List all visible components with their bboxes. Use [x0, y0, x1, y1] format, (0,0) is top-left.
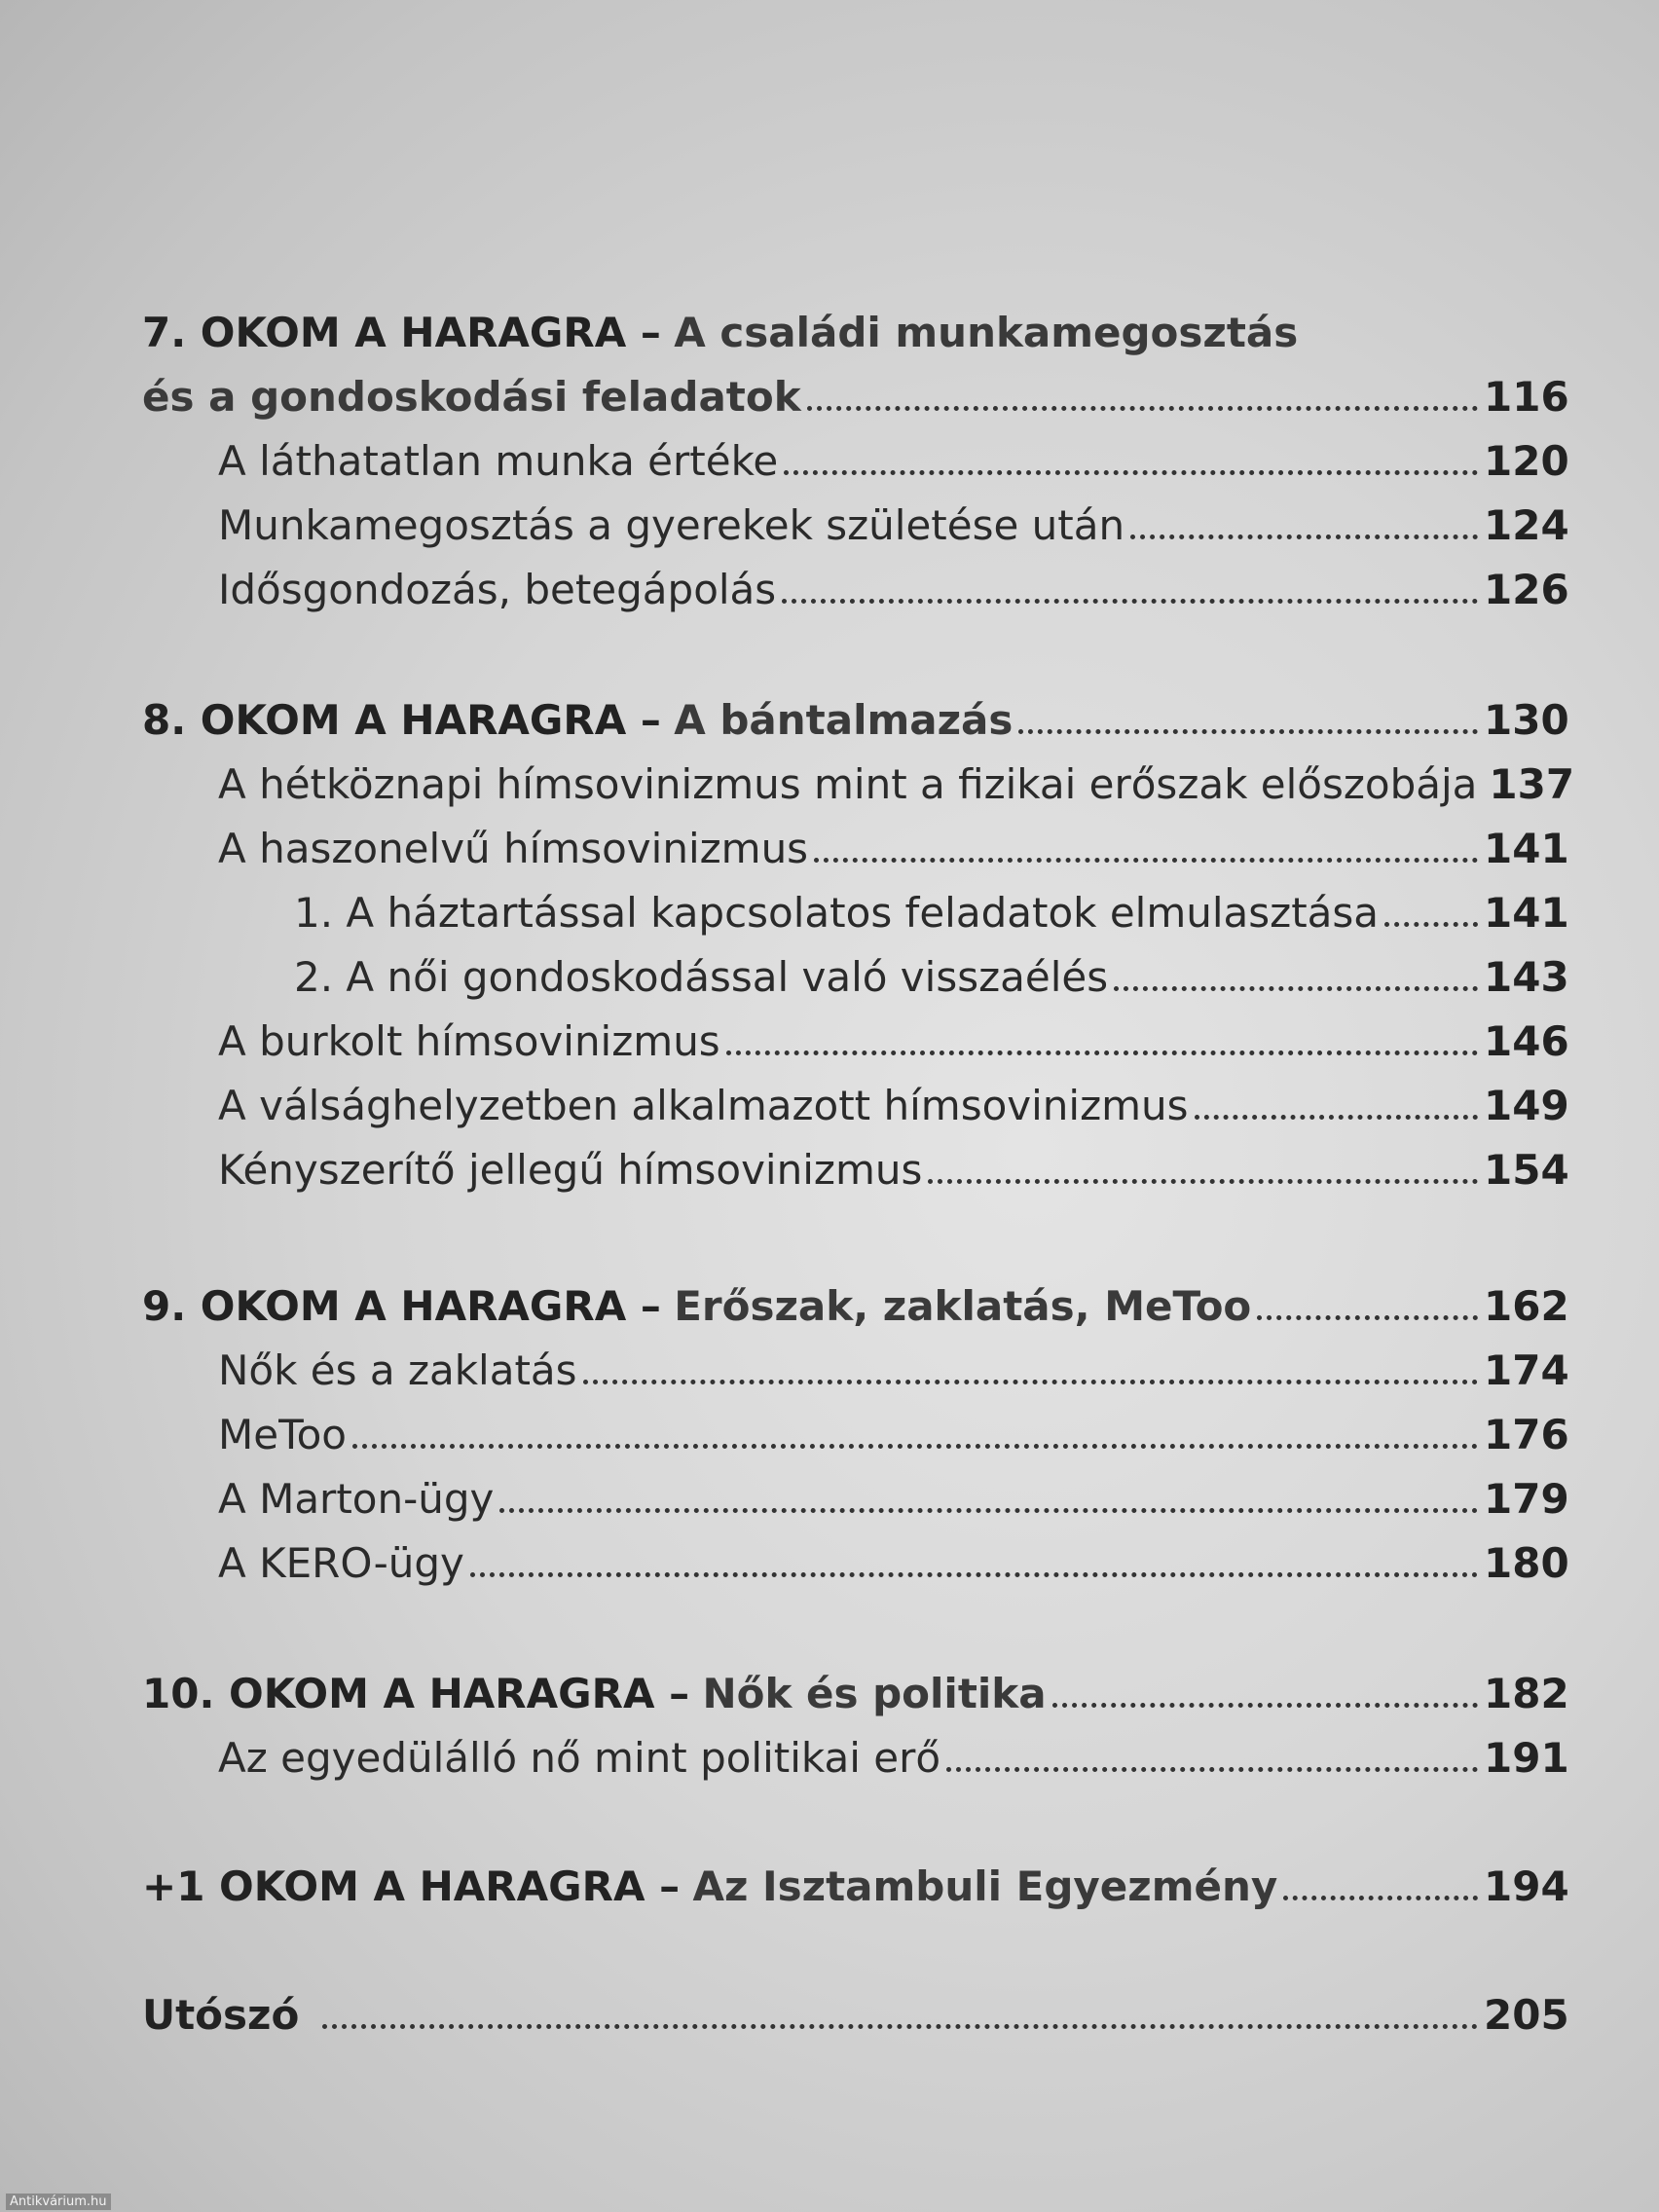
section-title: A válsághelyzetben alkalmazott hímsovinizmus: [218, 1082, 1189, 1129]
page-number: 143: [1484, 953, 1569, 1001]
subsection-title: 1. A háztartással kapcsolatos feladatok elmulasztása: [294, 889, 1380, 937]
page-number: 137: [1489, 760, 1575, 808]
chapter-title-continued: és a gondoskodási feladatok: [142, 373, 801, 421]
toc-entry: [0, 1530, 1659, 1589]
chapter-number-label: +1 OKOM A HARAGRA –: [142, 1862, 681, 1910]
page-number: 176: [1484, 1411, 1569, 1458]
dot-leader: [946, 1767, 1478, 1772]
page-number: 149: [1484, 1082, 1569, 1129]
toc-entry: [0, 1073, 1659, 1131]
toc-entry: [0, 944, 1659, 1003]
watermark-label: Antikvárium.hu: [6, 2194, 111, 2210]
page-number: 120: [1484, 437, 1569, 485]
section-title: A láthatatlan munka értéke: [218, 437, 779, 485]
dot-leader: [1114, 986, 1478, 991]
dot-leader: [1384, 922, 1478, 927]
toc-chapter-10-heading: [0, 1661, 1659, 1719]
toc-entry: [0, 428, 1659, 487]
toc-afterword: [0, 1982, 1659, 2041]
page-number: 154: [1484, 1146, 1569, 1194]
toc-entry: [0, 1466, 1659, 1525]
chapter-number-label: 10. OKOM A HARAGRA –: [142, 1670, 690, 1717]
page-number: 182: [1484, 1670, 1569, 1717]
page-number: 180: [1484, 1539, 1569, 1587]
dot-leader: [352, 1444, 1478, 1449]
chapter-title: Erőszak, zaklatás, MeToo: [674, 1282, 1252, 1330]
toc-entry: [0, 1137, 1659, 1196]
page-number: 124: [1484, 501, 1569, 549]
section-title: A haszonelvű hímsovinizmus: [218, 825, 809, 872]
page-number: 191: [1484, 1734, 1569, 1782]
chapter-title: Nők és politika: [702, 1670, 1047, 1717]
toc-plus1-heading: [0, 1854, 1659, 1912]
toc-entry: [0, 1725, 1659, 1784]
section-title: Nők és a zaklatás: [218, 1346, 577, 1394]
dot-leader: [499, 1508, 1478, 1513]
dot-leader: [470, 1572, 1478, 1577]
chapter-number-label: 9. OKOM A HARAGRA –: [142, 1282, 661, 1330]
dot-leader: [782, 599, 1478, 604]
toc-entry: [0, 816, 1659, 874]
section-title: Kényszerítő jellegű hímsovinizmus: [218, 1146, 923, 1194]
chapter-title: A bántalmazás: [674, 696, 1014, 744]
dot-leader: [1283, 1896, 1478, 1900]
section-title: Az egyedülálló nő mint politikai erő: [218, 1734, 941, 1782]
section-title: A Marton-ügy: [218, 1475, 495, 1523]
page-number: 146: [1484, 1017, 1569, 1065]
afterword-title: Utószó: [142, 1991, 300, 2039]
page-number: 130: [1484, 696, 1569, 744]
dot-leader: [1052, 1703, 1478, 1708]
section-title: A hétköznapi hímsovinizmus mint a fizikai erőszak előszobája: [218, 760, 1478, 808]
chapter-number-label: 7. OKOM A HARAGRA –: [142, 309, 661, 356]
toc-entry: [0, 493, 1659, 551]
toc-entry: [0, 1009, 1659, 1067]
section-title: MeToo: [218, 1411, 347, 1458]
dot-leader: [1018, 729, 1478, 734]
toc-entry: [0, 364, 1659, 423]
section-title: A burkolt hímsovinizmus: [218, 1017, 720, 1065]
chapter-title: Az Isztambuli Egyezmény: [692, 1862, 1278, 1910]
toc-chapter-9-heading: [0, 1273, 1659, 1332]
toc-entry: [0, 1402, 1659, 1460]
dot-leader: [814, 858, 1478, 863]
chapter-title: A családi munkamegosztás: [674, 309, 1299, 356]
dot-leader: [928, 1179, 1478, 1184]
dot-leader: [784, 470, 1478, 475]
toc-chapter-7-heading: [0, 300, 1659, 358]
page-number: 126: [1484, 566, 1569, 613]
section-title: A KERO-ügy: [218, 1539, 464, 1587]
page-number: 179: [1484, 1475, 1569, 1523]
section-title: Munkamegosztás a gyerekek születése után: [218, 501, 1125, 549]
page-number: 141: [1484, 889, 1569, 937]
dot-leader: [726, 1051, 1478, 1055]
dot-leader: [1195, 1115, 1478, 1120]
toc-entry: [0, 880, 1659, 939]
subsection-title: 2. A női gondoskodással való visszaélés: [294, 953, 1109, 1001]
dot-leader: [807, 406, 1478, 411]
dot-leader: [583, 1380, 1478, 1384]
dot-leader: [1130, 535, 1478, 539]
chapter-number-label: 8. OKOM A HARAGRA –: [142, 696, 661, 744]
page-number: 174: [1484, 1346, 1569, 1394]
page-number: 194: [1484, 1862, 1569, 1910]
toc-entry: [0, 557, 1659, 615]
section-title: Idősgondozás, betegápolás: [218, 566, 777, 613]
toc-entry: [0, 752, 1659, 810]
page-number: 205: [1484, 1991, 1569, 2039]
page-number: 116: [1484, 373, 1569, 421]
page-number: 141: [1484, 825, 1569, 872]
toc-chapter-8-heading: [0, 687, 1659, 746]
toc-entry: [0, 1338, 1659, 1396]
dot-leader: [1257, 1315, 1478, 1320]
page-number: 162: [1484, 1282, 1569, 1330]
dot-leader: [322, 2024, 1478, 2029]
